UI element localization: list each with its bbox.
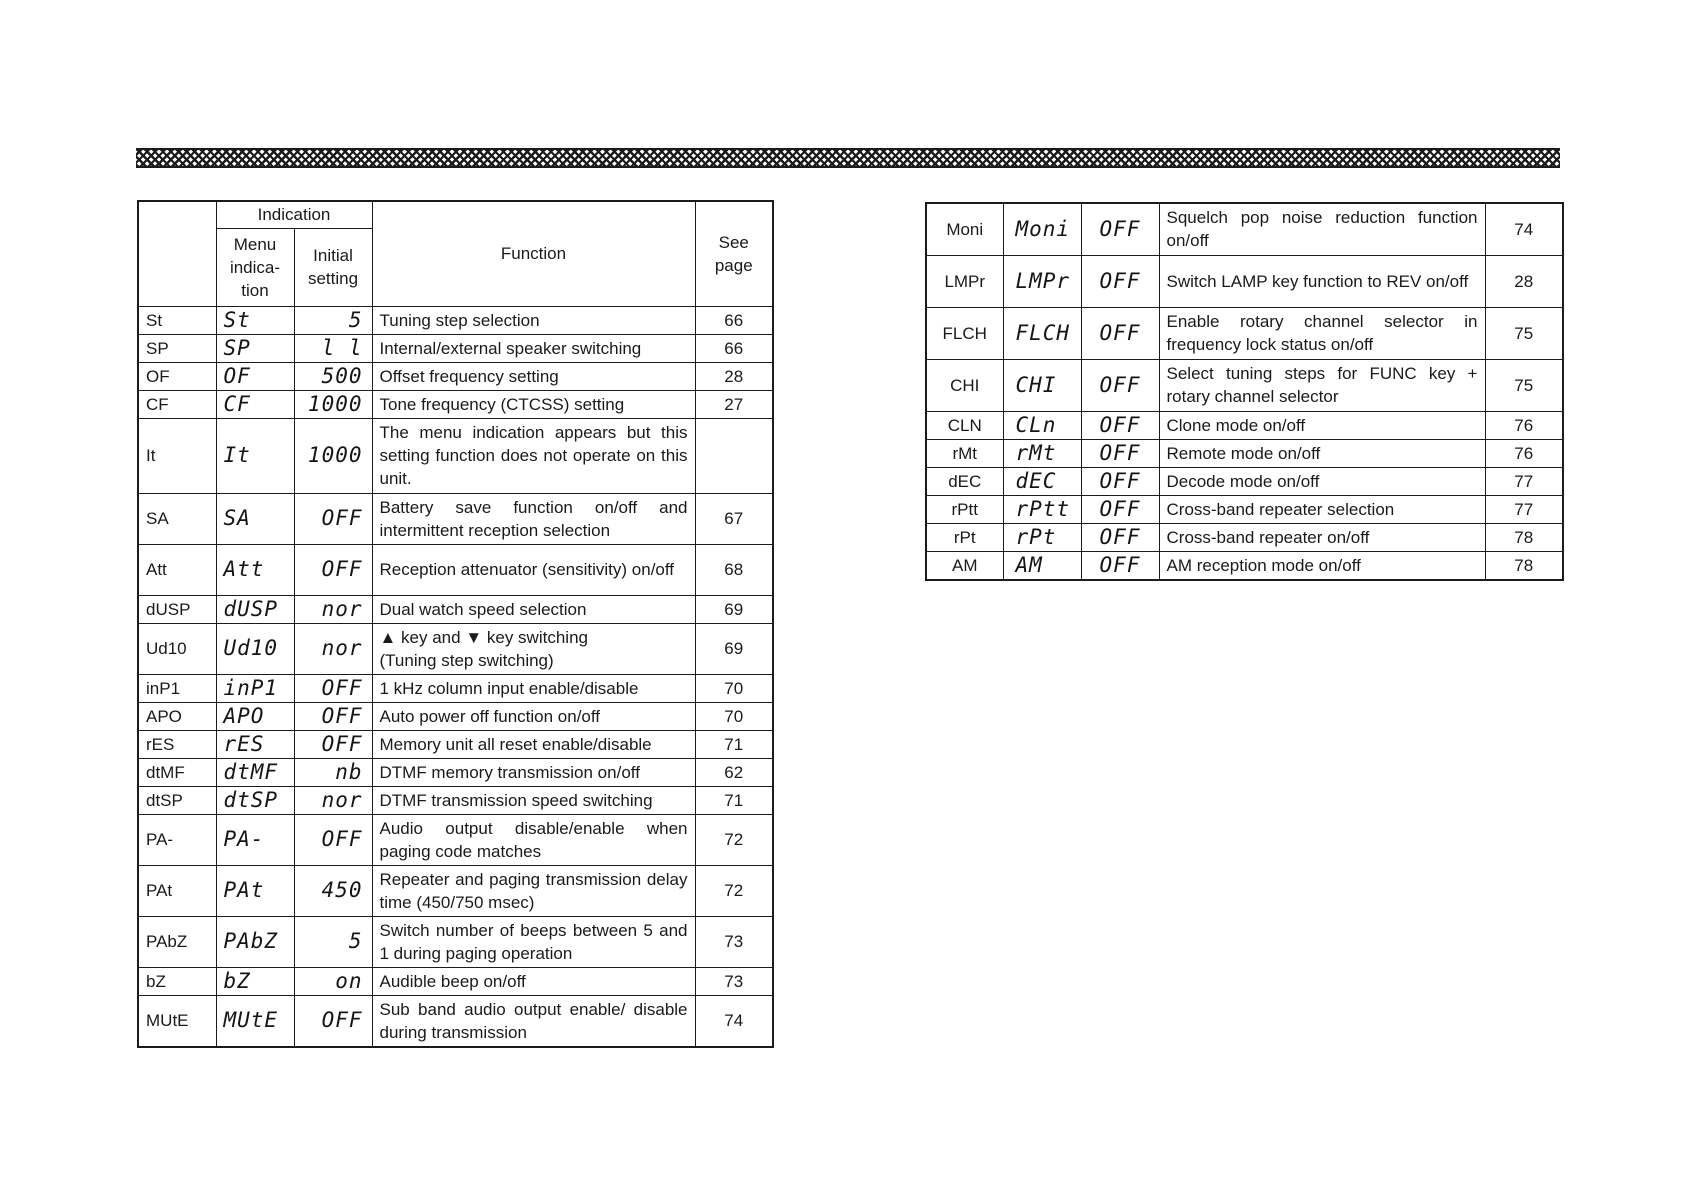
function-description: Switch number of beeps between 5 and 1 during paging operation [372,916,695,967]
initial-setting-lcd: OFF [1081,467,1159,495]
menu-indication-lcd: St [216,306,294,334]
function-description: Auto power off function on/off [372,702,695,730]
see-page: 76 [1485,411,1563,439]
table-row [138,730,773,758]
menu-code: FLCH [926,307,1003,359]
table-row [138,362,773,390]
function-description: Cross-band repeater on/off [1159,523,1485,551]
table-row [138,493,773,544]
see-page: 75 [1485,359,1563,411]
menu-code: PA- [138,814,216,865]
function-description: Select tuning steps for FUNC key + rotary channel selector [1159,359,1485,411]
menu-indication-lcd: inP1 [216,674,294,702]
function-description: ▲ key and ▼ key switching (Tuning step switching) [372,623,695,674]
function-description: Tuning step selection [372,306,695,334]
table-row [138,786,773,814]
menu-code: rPt [926,523,1003,551]
menu-indication-lcd: AM [1003,551,1081,580]
menu-indication-lcd: dtMF [216,758,294,786]
menu-indication-lcd: Ud10 [216,623,294,674]
see-page [695,418,773,493]
initial-setting-lcd: OFF [294,493,372,544]
menu-code: SA [138,493,216,544]
menu-code: MUtE [138,995,216,1047]
see-page: 67 [695,493,773,544]
see-page: 74 [695,995,773,1047]
header-blank-cell [138,201,216,306]
table-row [138,544,773,595]
table-row [138,865,773,916]
function-description: Battery save function on/off and intermittent reception selection [372,493,695,544]
see-page: 77 [1485,495,1563,523]
initial-setting-lcd: OFF [294,702,372,730]
table-row [138,306,773,334]
see-page: 73 [695,916,773,967]
see-page: 75 [1485,307,1563,359]
menu-code: dUSP [138,595,216,623]
function-description: Sub band audio output enable/ disable during transmission [372,995,695,1047]
menu-code: dEC [926,467,1003,495]
function-description: Enable rotary channel selector in frequency lock status on/off [1159,307,1485,359]
initial-setting-lcd: nor [294,786,372,814]
initial-setting-lcd: OFF [1081,203,1159,255]
initial-setting-lcd: nor [294,595,372,623]
initial-setting-lcd: 5 [294,306,372,334]
menu-indication-lcd: LMPr [1003,255,1081,307]
initial-setting-lcd: nor [294,623,372,674]
menu-code: AM [926,551,1003,580]
header-indication: Indication [216,201,372,228]
initial-setting-lcd: 500 [294,362,372,390]
table-row [138,814,773,865]
see-page: 28 [695,362,773,390]
table-row [926,307,1563,359]
menu-indication-lcd: dtSP [216,786,294,814]
initial-setting-lcd: OFF [1081,255,1159,307]
table-row [926,523,1563,551]
table-row [138,967,773,995]
function-description: Cross-band repeater selection [1159,495,1485,523]
initial-setting-lcd: 1000 [294,418,372,493]
see-page: 27 [695,390,773,418]
see-page: 70 [695,674,773,702]
initial-setting-lcd: OFF [294,730,372,758]
see-page: 66 [695,334,773,362]
function-description: DTMF memory transmission on/off [372,758,695,786]
table-row [926,255,1563,307]
see-page: 69 [695,595,773,623]
menu-indication-lcd: SA [216,493,294,544]
menu-indication-lcd: OF [216,362,294,390]
menu-indication-lcd: rPt [1003,523,1081,551]
header-see-page: See page [695,201,773,306]
function-description: Offset frequency setting [372,362,695,390]
initial-setting-lcd: 1000 [294,390,372,418]
function-description: Dual watch speed selection [372,595,695,623]
table-row [138,916,773,967]
initial-setting-lcd: OFF [294,814,372,865]
see-page: 68 [695,544,773,595]
see-page: 66 [695,306,773,334]
table-row [138,595,773,623]
function-description: AM reception mode on/off [1159,551,1485,580]
menu-code: St [138,306,216,334]
menu-indication-lcd: MUtE [216,995,294,1047]
up-down-key-switching: ▲ key and ▼ key switching [379,627,588,647]
menu-indication-lcd: CLn [1003,411,1081,439]
initial-setting-lcd: on [294,967,372,995]
table-row [926,495,1563,523]
menu-code: inP1 [138,674,216,702]
function-description: Remote mode on/off [1159,439,1485,467]
see-page: 71 [695,730,773,758]
function-description: Audible beep on/off [372,967,695,995]
menu-indication-lcd: PAbZ [216,916,294,967]
see-page: 78 [1485,551,1563,580]
initial-setting-lcd: OFF [294,674,372,702]
table-row [138,390,773,418]
menu-indication-lcd: rES [216,730,294,758]
see-page: 74 [1485,203,1563,255]
menu-code: It [138,418,216,493]
function-description: DTMF transmission speed switching [372,786,695,814]
menu-code: CF [138,390,216,418]
menu-indication-lcd: rPtt [1003,495,1081,523]
initial-setting-lcd: OFF [1081,495,1159,523]
initial-setting-lcd: OFF [1081,551,1159,580]
menu-code: CHI [926,359,1003,411]
table-row [138,334,773,362]
menu-code: OF [138,362,216,390]
decorative-header-band [136,148,1560,168]
see-page: 78 [1485,523,1563,551]
see-page: 77 [1485,467,1563,495]
table-row [138,418,773,493]
function-description: Clone mode on/off [1159,411,1485,439]
table-row [926,411,1563,439]
see-page: 69 [695,623,773,674]
table-row [138,674,773,702]
menu-code: Moni [926,203,1003,255]
menu-indication-lcd: CHI [1003,359,1081,411]
see-page: 72 [695,814,773,865]
menu-indication-lcd: rMt [1003,439,1081,467]
function-description: Decode mode on/off [1159,467,1485,495]
menu-indication-lcd: dEC [1003,467,1081,495]
initial-setting-lcd: l l [294,334,372,362]
menu-indication-lcd: It [216,418,294,493]
function-description: 1 kHz column input enable/disable [372,674,695,702]
initial-setting-lcd: OFF [1081,307,1159,359]
header-menu-indication: Menu indica- tion [216,228,294,306]
menu-indication-lcd: PAt [216,865,294,916]
table-row [926,439,1563,467]
function-description: Audio output disable/enable when paging code matches [372,814,695,865]
menu-code: rES [138,730,216,758]
see-page: 62 [695,758,773,786]
menu-code: PAbZ [138,916,216,967]
function-description: Switch LAMP key function to REV on/off [1159,255,1485,307]
menu-indication-lcd: bZ [216,967,294,995]
initial-setting-lcd: nb [294,758,372,786]
initial-setting-lcd: OFF [1081,411,1159,439]
menu-indication-lcd: PA- [216,814,294,865]
function-description: The menu indication appears but this setting function does not operate on this unit. [372,418,695,493]
table-row [138,623,773,674]
menu-indication-lcd: Moni [1003,203,1081,255]
initial-setting-lcd: OFF [1081,359,1159,411]
header-function: Function [372,201,695,306]
initial-setting-lcd: OFF [1081,523,1159,551]
initial-setting-lcd: 5 [294,916,372,967]
initial-setting-lcd: 450 [294,865,372,916]
table-row [138,995,773,1047]
menu-indication-lcd: FLCH [1003,307,1081,359]
menu-indication-lcd: CF [216,390,294,418]
table-row [138,702,773,730]
menu-indication-lcd: Att [216,544,294,595]
initial-setting-lcd: OFF [294,995,372,1047]
see-page: 71 [695,786,773,814]
menu-code: LMPr [926,255,1003,307]
menu-code: bZ [138,967,216,995]
menu-indication-lcd: dUSP [216,595,294,623]
menu-code: SP [138,334,216,362]
menu-code: rMt [926,439,1003,467]
function-description: Squelch pop noise reduction function on/off [1159,203,1485,255]
menu-code: Att [138,544,216,595]
table-row [926,551,1563,580]
function-description: Internal/external speaker switching [372,334,695,362]
menu-code: dtSP [138,786,216,814]
header-initial-setting: Initial setting [294,228,372,306]
see-page: 73 [695,967,773,995]
see-page: 72 [695,865,773,916]
table-row [926,359,1563,411]
see-page: 70 [695,702,773,730]
menu-code: PAt [138,865,216,916]
initial-setting-lcd: OFF [294,544,372,595]
menu-code: dtMF [138,758,216,786]
see-page: 76 [1485,439,1563,467]
menu-code: Ud10 [138,623,216,674]
function-description: Tone frequency (CTCSS) setting [372,390,695,418]
menu-code: CLN [926,411,1003,439]
menu-indication-lcd: SP [216,334,294,362]
see-page: 28 [1485,255,1563,307]
table-row [926,203,1563,255]
table-row [926,467,1563,495]
menu-settings-table-right [925,202,1564,581]
function-description: Reception attenuator (sensitivity) on/off [372,544,695,595]
function-description: Repeater and paging transmission delay time (450/750 msec) [372,865,695,916]
menu-settings-table-left [137,200,774,1048]
initial-setting-lcd: OFF [1081,439,1159,467]
function-description: Memory unit all reset enable/disable [372,730,695,758]
table-row [138,758,773,786]
menu-code: APO [138,702,216,730]
menu-code: rPtt [926,495,1003,523]
menu-indication-lcd: APO [216,702,294,730]
